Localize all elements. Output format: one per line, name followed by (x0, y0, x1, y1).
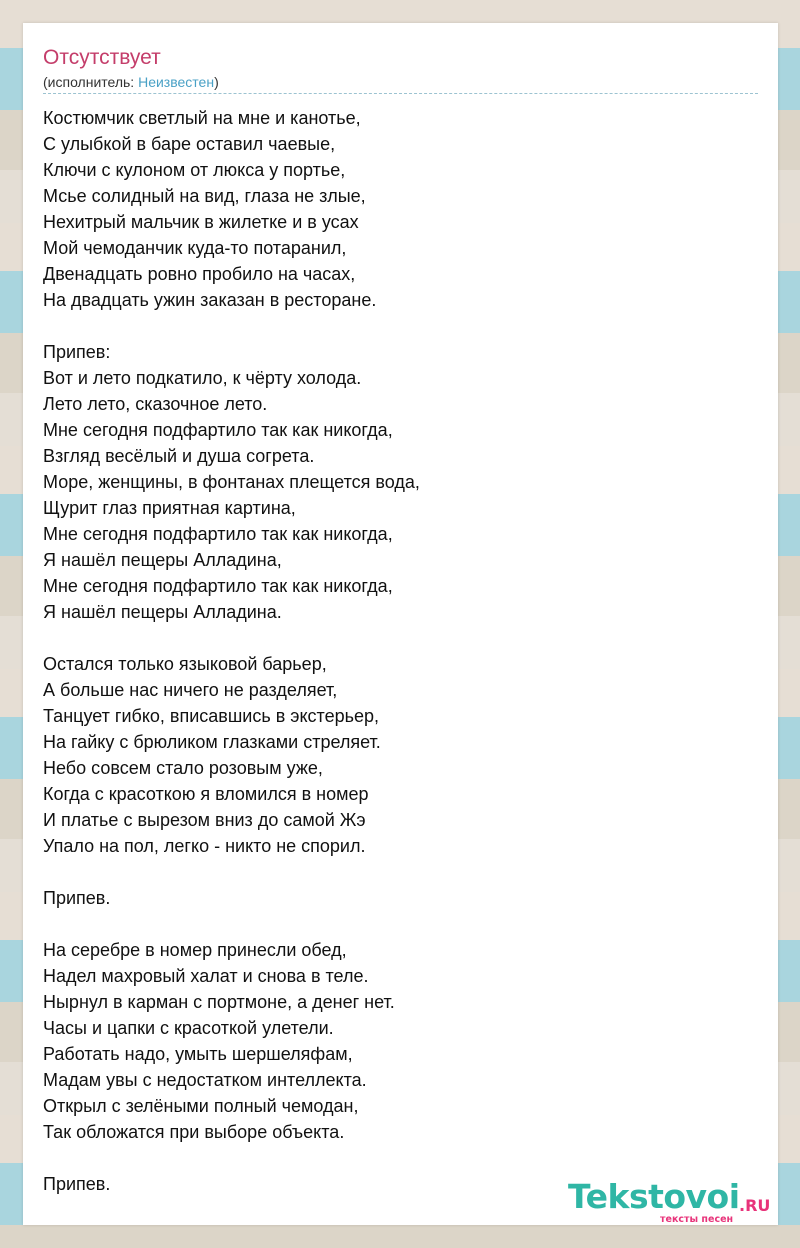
lyric-line: Часы и цапки с красоткой улетели. (43, 1018, 334, 1038)
lyric-line: Припев. (43, 888, 111, 908)
lyric-line: Мсье солидный на вид, глаза не злые, (43, 186, 366, 206)
lyric-line: Я нашёл пещеры Алладина, (43, 550, 282, 570)
logo-wordmark: Tekstovoi (568, 1177, 740, 1216)
stanza-break (43, 859, 758, 885)
lyric-line: Нехитрый мальчик в жилетке и в усах (43, 212, 359, 232)
lyric-line: Так обложатся при выборе объекта. (43, 1122, 345, 1142)
lyric-line: Остался только языковой барьер, (43, 654, 327, 674)
lyric-line: А больше нас ничего не разделяет, (43, 680, 338, 700)
lyric-line: Море, женщины, в фонтанах плещется вода, (43, 472, 420, 492)
lyric-line: На гайку с брюликом глазками стреляет. (43, 732, 381, 752)
lyric-line: Мадам увы с недостатком интеллекта. (43, 1070, 367, 1090)
performer-line (43, 73, 219, 91)
lyric-line: Щурит глаз приятная картина, (43, 498, 296, 518)
lyric-line: Надел махровый халат и снова в теле. (43, 966, 369, 986)
lyric-line: Мой чемоданчик куда-то потаранил, (43, 238, 347, 258)
lyric-line: Открыл с зелёными полный чемодан, (43, 1096, 359, 1116)
lyric-line: Взгляд весёлый и душа согрета. (43, 446, 315, 466)
logo-tagline: тексты песен (660, 1214, 734, 1225)
lyric-line: Мне сегодня подфартило так как никогда, (43, 420, 393, 440)
lyric-line: Работать надо, умыть шершеляфам, (43, 1044, 353, 1064)
lyric-line: Небо совсем стало розовым уже, (43, 758, 323, 778)
stanza-break (43, 911, 758, 937)
lyrics-card (23, 23, 778, 1225)
lyric-line: Мне сегодня подфартило так как никогда, (43, 524, 393, 544)
song-title: Отсутствует (43, 46, 161, 69)
lyric-line: На серебре в номер принесли обед, (43, 940, 347, 960)
lyric-line: Мне сегодня подфартило так как никогда, (43, 576, 393, 596)
lyric-line: Вот и лето подкатило, к чёрту холода. (43, 368, 362, 388)
lyric-line: Танцует гибко, вписавшись в экстерьер, (43, 706, 380, 726)
lyric-line: Припев. (43, 1174, 111, 1194)
lyric-line: Костюмчик светлый на мне и канотье, (43, 108, 361, 128)
stanza-break (43, 1145, 758, 1171)
lyric-line: На двадцать ужин заказан в ресторане. (43, 290, 377, 310)
title-divider (43, 93, 758, 94)
lyric-line: Когда с красоткою я вломился в номер (43, 784, 369, 804)
lyric-line: Упало на пол, легко - никто не спорил. (43, 836, 366, 856)
performer-prefix: (исполнитель: (43, 74, 139, 90)
lyric-line: И платье с вырезом вниз до самой Жэ (43, 810, 366, 830)
lyric-line: Двенадцать ровно пробило на часах, (43, 264, 356, 284)
lyrics-text (43, 105, 758, 1197)
artist-link[interactable]: Неизвестен (138, 74, 215, 90)
lyric-line: С улыбкой в баре оставил чаевые, (43, 134, 336, 154)
stanza-break (43, 313, 758, 339)
stanza-break (43, 625, 758, 651)
site-logo[interactable] (568, 1177, 778, 1223)
lyric-line: Ключи с кулоном от люкса у портье, (43, 160, 346, 180)
performer-suffix: ) (214, 74, 219, 90)
logo-tld: .RU (739, 1196, 771, 1215)
lyric-line: Нырнул в карман с портмоне, а денег нет. (43, 992, 395, 1012)
lyric-line: Я нашёл пещеры Алладина. (43, 602, 282, 622)
lyric-line: Лето лето, сказочное лето. (43, 394, 268, 414)
lyric-line: Припев: (43, 342, 111, 362)
